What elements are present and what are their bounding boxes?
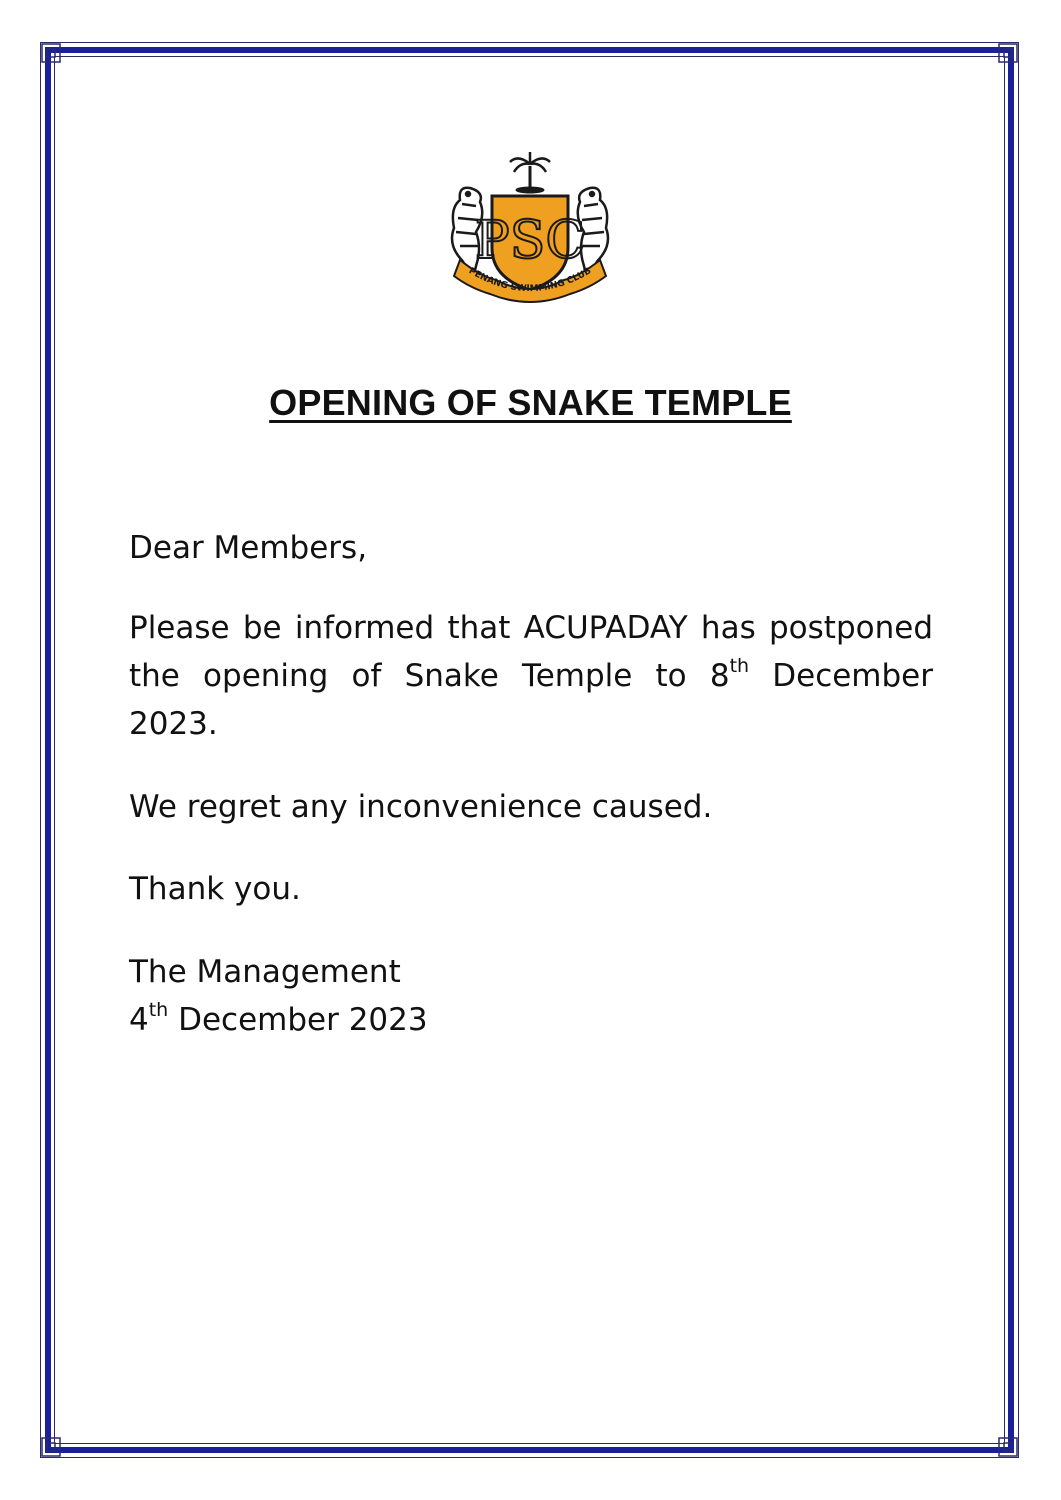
notice-paragraph-apology: We regret any inconvenience caused. bbox=[129, 789, 713, 825]
signoff: The Management bbox=[129, 954, 401, 990]
ribbon-text: PENANG SWIMMING CLUB bbox=[466, 266, 594, 295]
notice-date bbox=[129, 996, 933, 1044]
frame-corner-ornament-icon bbox=[997, 42, 1019, 64]
greeting: Dear Members, bbox=[129, 530, 368, 566]
paragraph-text-end: December 2023. bbox=[129, 658, 933, 742]
paragraph-text-start: Please be informed that ACUPADAY has postponed the opening of Snake Temple to 8 bbox=[129, 610, 933, 694]
date-rest: December 2023 bbox=[168, 1002, 428, 1038]
frame-corner-ornament-icon bbox=[997, 1436, 1019, 1458]
notice-paragraph-thanks: Thank you. bbox=[129, 871, 301, 907]
frame-corner-ornament-icon bbox=[40, 42, 62, 64]
date-ordinal-suffix: th bbox=[148, 999, 169, 1021]
date-day: 4 bbox=[129, 1002, 149, 1038]
ordinal-suffix: th bbox=[729, 655, 750, 677]
monogram-text: PSC bbox=[474, 211, 586, 271]
notice-paragraph-postponement bbox=[129, 604, 933, 748]
club-logo bbox=[440, 148, 620, 308]
notice-title: OPENING OF SNAKE TEMPLE bbox=[269, 382, 792, 423]
frame-corner-ornament-icon bbox=[40, 1436, 62, 1458]
palm-tree-icon bbox=[510, 152, 550, 193]
